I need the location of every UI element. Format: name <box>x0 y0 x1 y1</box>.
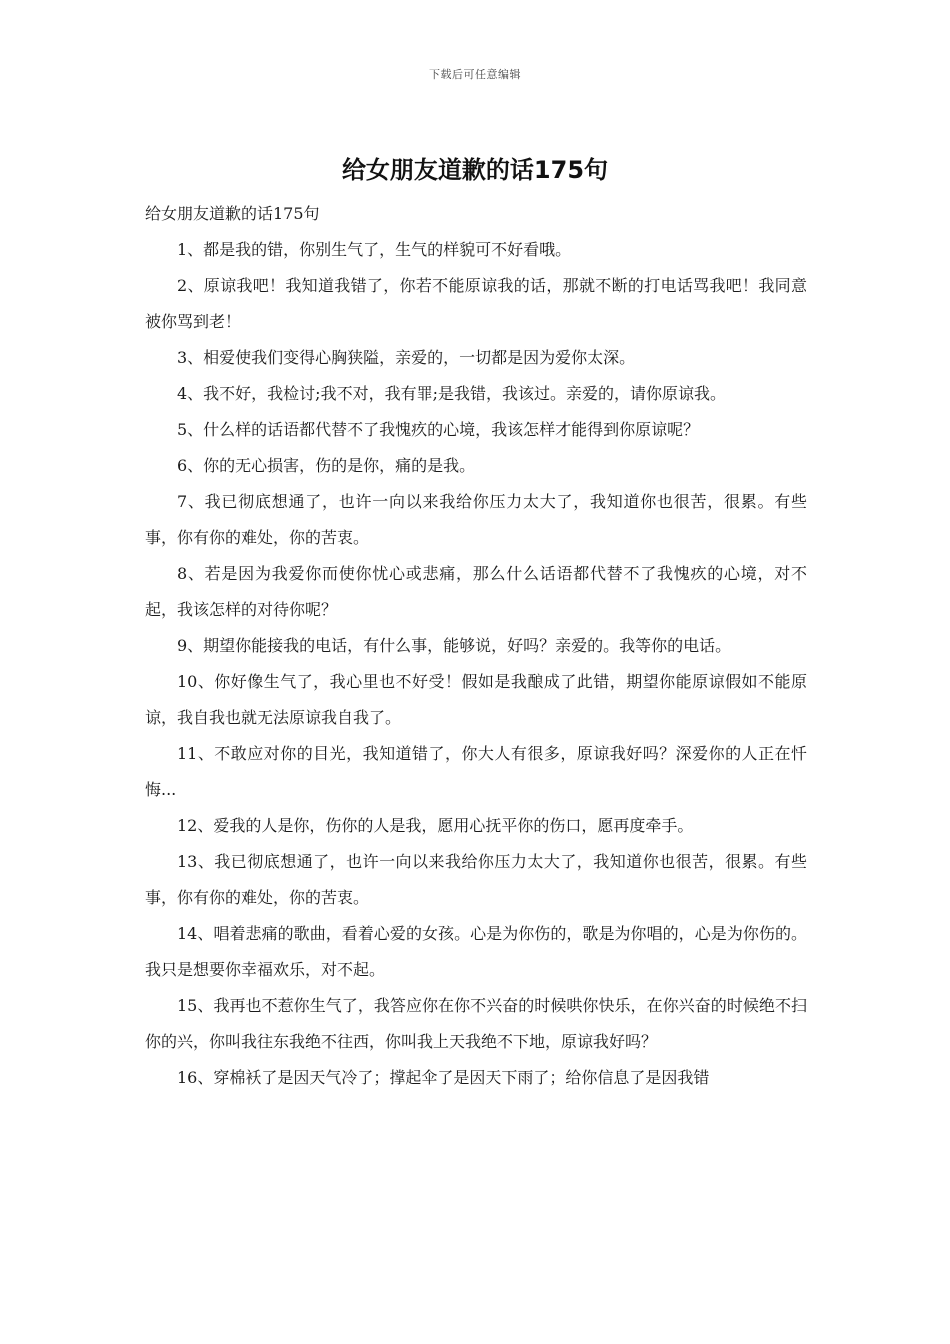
paragraph-7: 7、我已彻底想通了，也许一向以来我给你压力太大了，我知道你也很苦，很累。有些事，你有你的难处，你的苦衷。 <box>145 492 807 547</box>
paragraph-9: 9、期望你能接我的电话，有什么事，能够说，好吗？亲爱的。我等你的电话。 <box>177 636 732 655</box>
paragraph-2: 2、原谅我吧！我知道我错了，你若不能原谅我的话，那就不断的打电话骂我吧！我同意被你骂到老！ <box>145 276 807 331</box>
page-header-note: 下载后可任意编辑 <box>429 68 521 81</box>
document-subtitle: 给女朋友道歉的话175句 <box>145 204 320 223</box>
paragraph-15: 15、我再也不惹你生气了，我答应你在你不兴奋的时候哄你快乐，在你兴奋的时候绝不扫你的兴，你叫我往东我绝不往西，你叫我上天我绝不下地，原谅我好吗？ <box>145 996 807 1051</box>
paragraph-6: 6、你的无心损害，伤的是你，痛的是我。 <box>177 456 476 475</box>
paragraph-3: 3、相爱使我们变得心胸狭隘，亲爱的，一切都是因为爱你太深。 <box>177 348 636 367</box>
paragraph-14: 14、唱着悲痛的歌曲，看着心爱的女孩。心是为你伤的，歌是为你唱的，心是为你伤的。我只是想要你幸福欢乐，对不起。 <box>145 924 807 979</box>
paragraph-8: 8、若是因为我爱你而使你忧心或悲痛，那么什么话语都代替不了我愧疚的心境，对不起，我该怎样的对待你呢？ <box>145 564 807 619</box>
paragraph-12: 12、爱我的人是你，伤你的人是我，愿用心抚平你的伤口，愿再度牵手。 <box>177 816 694 835</box>
paragraph-5: 5、什么样的话语都代替不了我愧疚的心境，我该怎样才能得到你原谅呢？ <box>177 420 700 439</box>
document-body <box>145 196 807 1096</box>
paragraph-4: 4、我不好，我检讨;我不对，我有罪;是我错，我该过。亲爱的，请你原谅我。 <box>177 384 726 403</box>
paragraph-13: 13、我已彻底想通了，也许一向以来我给你压力太大了，我知道你也很苦，很累。有些事，你有你的难处，你的苦衷。 <box>145 852 807 907</box>
document-title: 给女朋友道歉的话175句 <box>341 156 609 184</box>
paragraph-1: 1、都是我的错，你别生气了，生气的样貌可不好看哦。 <box>177 240 572 259</box>
paragraph-11: 11、不敢应对你的目光，我知道错了，你大人有很多，原谅我好吗？深爱你的人正在忏悔... <box>145 744 807 799</box>
paragraph-16: 16、穿棉袄了是因天气冷了；撑起伞了是因天下雨了；给你信息了是因我错 <box>177 1068 710 1087</box>
paragraph-10: 10、你好像生气了，我心里也不好受！假如是我酿成了此错，期望你能原谅假如不能原谅，我自我也就无法原谅我自我了。 <box>145 672 807 727</box>
